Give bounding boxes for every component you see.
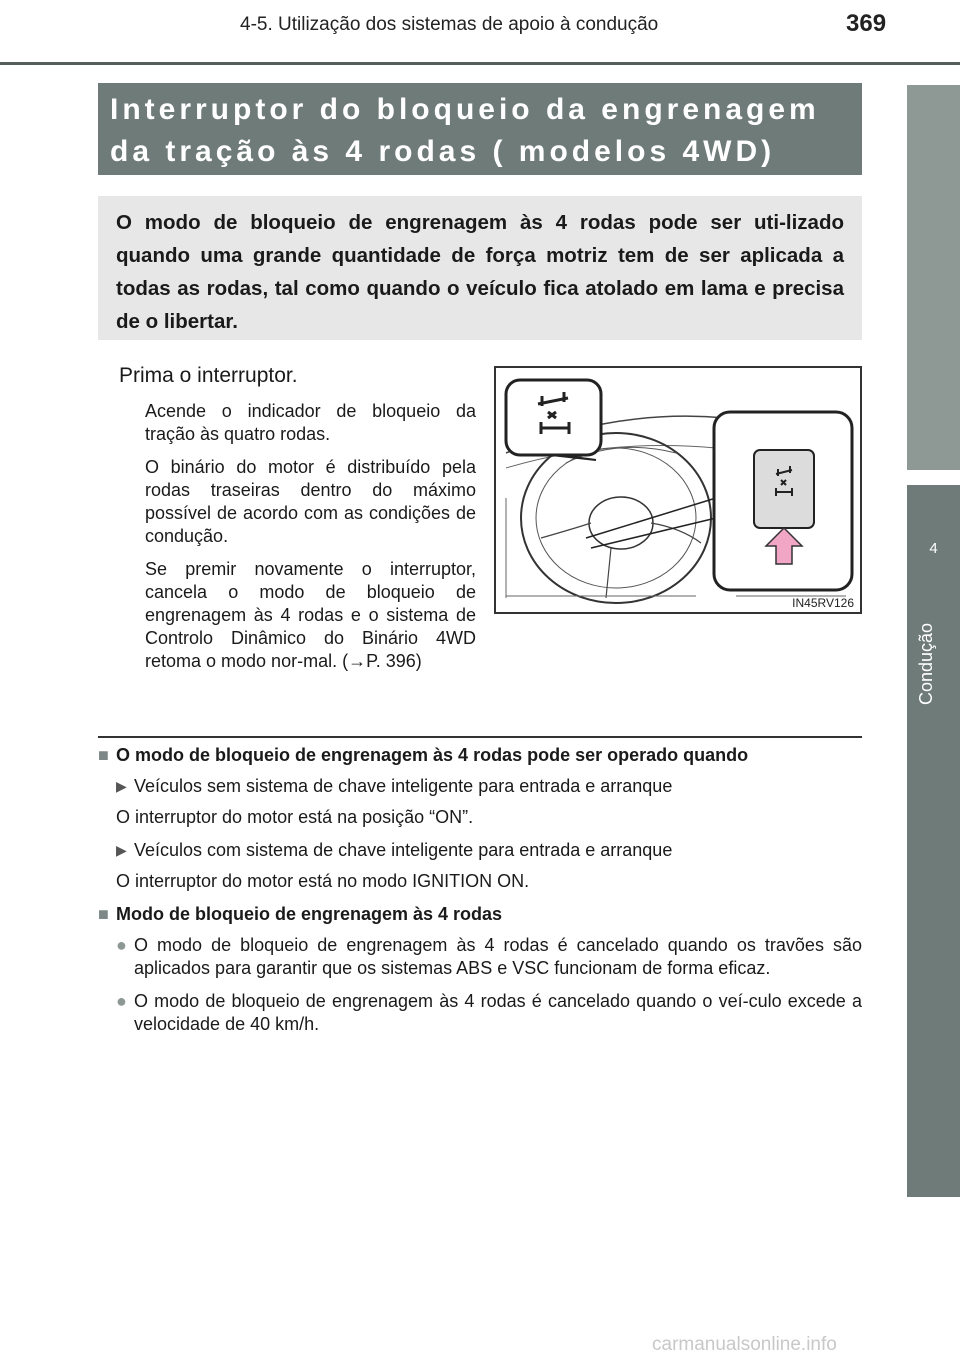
step-paragraph: O binário do motor é distribuído pela rodas traseiras dentro do máximo possível de acordo com as condições de condução. [145, 457, 476, 546]
note-bullet [116, 934, 862, 980]
note-subheading-text: Veículos sem sistema de chave inteligente para entrada e arranque [134, 776, 673, 796]
square-bullet-icon: ■ [98, 904, 109, 924]
note-heading [98, 903, 862, 926]
note-bullet-text: O modo de bloqueio de engrenagem às 4 rodas é cancelado quando os travões são aplicados para garantir que os sistemas ABS e VSC funcionam de forma eficaz. [134, 935, 862, 978]
step-paragraph: Se premir novamente o interruptor, cancela o modo de bloqueio de engrenagem às 4 rodas e o sistema de Controlo Dinâmico do Binário 4WD retoma o modo nor-mal. (→P. 396) [145, 559, 476, 671]
header-rule [0, 62, 960, 65]
step-paragraph: Acende o indicador de bloqueio da tração às quatro rodas. [145, 401, 476, 444]
square-bullet-icon: ■ [98, 745, 109, 765]
section-title: Interruptor do bloqueio da engrenagem da tração às 4 rodas ( modelos 4WD) [98, 83, 862, 175]
dashboard-drawing [496, 368, 860, 612]
circle-bullet-icon: ● [116, 991, 127, 1011]
triangle-icon: ▶ [116, 842, 127, 858]
intro-box: O modo de bloqueio de engrenagem às 4 rodas pode ser uti-lizado quando uma grande quantidade de força motriz tem de ser aplicada a todas as rodas, tal como quando o veículo fica atolado em lama e precisa de o libertar. [98, 196, 862, 340]
circle-bullet-icon: ● [116, 935, 127, 955]
note-text: O interruptor do motor está no modo IGNITION ON. [116, 871, 530, 891]
figure-code: IN45RV126 [792, 596, 854, 610]
note-subheading [116, 775, 862, 798]
note-bullet [116, 990, 862, 1036]
side-tab-number: 4 [929, 540, 938, 557]
step-title: Prima o interruptor. [119, 364, 298, 387]
watermark: carmanualsonline.info [652, 1334, 837, 1355]
side-tab [907, 485, 960, 1197]
step-body [145, 400, 476, 683]
note-heading-text: O modo de bloqueio de engrenagem às 4 rodas pode ser operado quando [116, 745, 749, 765]
note-subheading [116, 839, 862, 862]
note-bullet-text: O modo de bloqueio de engrenagem às 4 rodas é cancelado quando o veí-culo excede a velocidade de 40 km/h. [134, 991, 862, 1034]
note-text: O interruptor do motor está na posição “ON”. [116, 807, 474, 827]
header-section-title: 4-5. Utilização dos sistemas de apoio à condução [240, 14, 659, 35]
notes-divider [98, 736, 862, 738]
note-heading [98, 744, 862, 767]
note-subheading-text: Veículos com sistema de chave inteligente para entrada e arranque [134, 840, 673, 860]
side-tab-label: Condução [916, 622, 936, 705]
note-heading-text: Modo de bloqueio de engrenagem às 4 rodas [116, 904, 503, 924]
triangle-icon: ▶ [116, 778, 127, 794]
dashboard-illustration [494, 366, 862, 614]
page-number: 369 [846, 10, 887, 37]
side-tab-upper [907, 85, 960, 470]
notes [98, 744, 862, 1046]
